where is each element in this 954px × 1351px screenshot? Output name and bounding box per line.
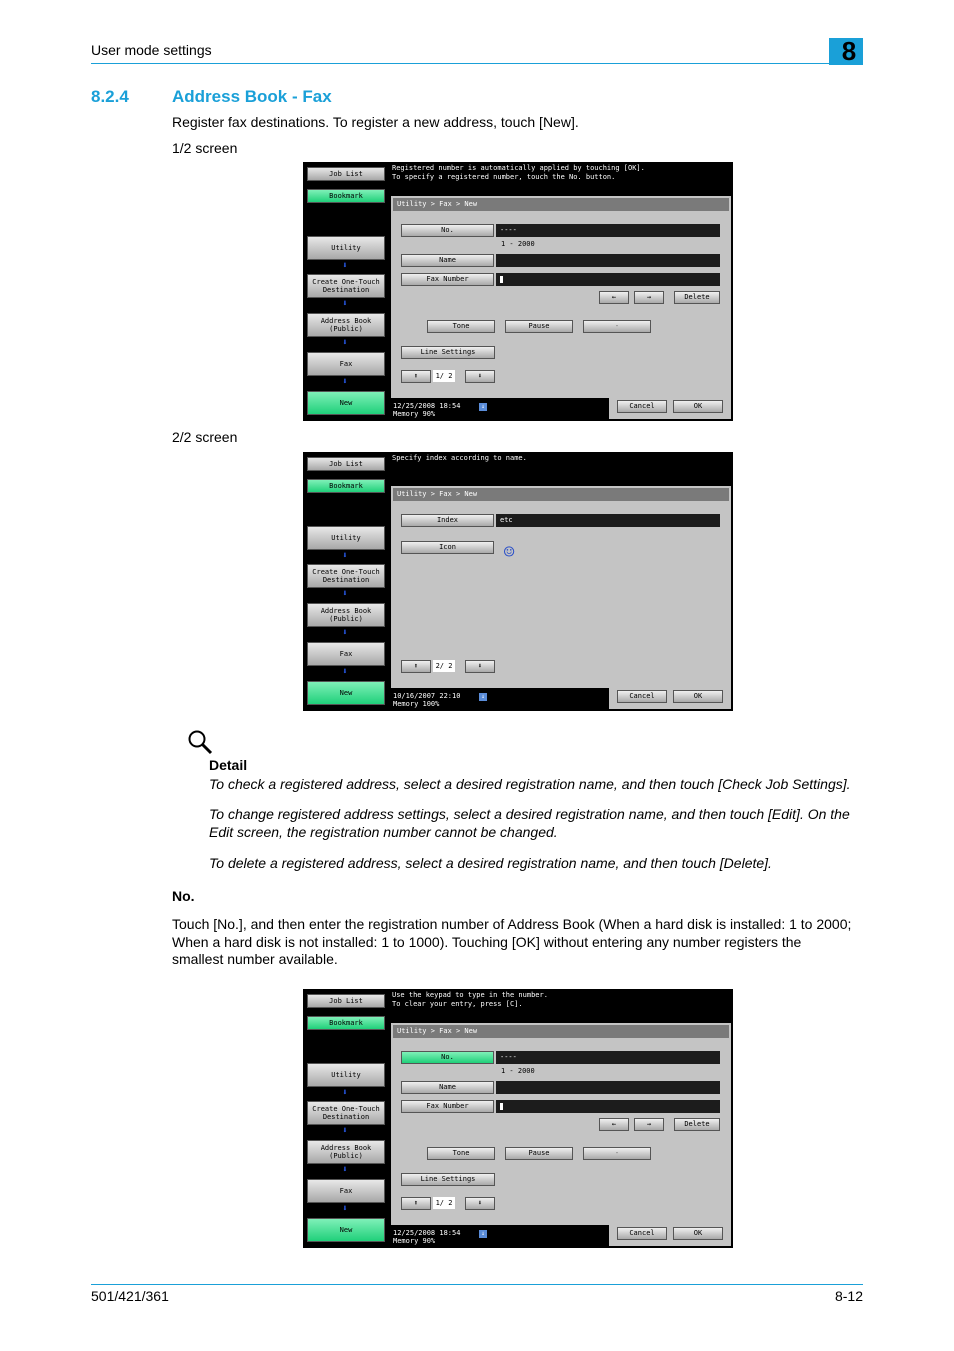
cancel-button[interactable]: Cancel xyxy=(617,400,667,413)
header-rule xyxy=(91,63,863,64)
panel-sidebar xyxy=(303,162,389,421)
icon-button[interactable]: Icon xyxy=(401,541,494,554)
utility-button[interactable]: Utility xyxy=(307,1063,385,1087)
fax-number-field[interactable] xyxy=(496,1100,720,1113)
fax-button[interactable]: Fax xyxy=(307,642,385,666)
create-one-touch-button[interactable]: Create One-Touch Destination xyxy=(307,1101,385,1125)
address-book-button[interactable]: Address Book (Public) xyxy=(307,313,385,337)
detail-paragraph: To check a registered address, select a desired registration name, and then touch [Check Job Settings]. xyxy=(209,776,851,792)
panel-main xyxy=(391,486,731,709)
detail-paragraph: Edit screen, the registration number cannot be changed. xyxy=(209,824,558,840)
running-header: User mode settings xyxy=(91,42,212,58)
left-arrow-button[interactable]: ← xyxy=(599,291,629,304)
subsection-title: No. xyxy=(172,888,195,904)
job-list-button[interactable]: Job List xyxy=(307,167,385,181)
down-arrow-icon: ⬇ xyxy=(342,299,348,309)
text-cursor xyxy=(500,276,503,283)
delete-button[interactable]: Delete xyxy=(674,291,720,304)
panel-main xyxy=(391,1023,731,1246)
tone-button[interactable]: Tone xyxy=(427,320,495,333)
dash-button[interactable]: - xyxy=(583,1147,651,1160)
down-arrow-icon: ⬇ xyxy=(342,261,348,271)
down-arrow-icon: ⬇ xyxy=(342,589,348,599)
page-down-button[interactable]: ⬇ xyxy=(465,1197,495,1210)
fax-button[interactable]: Fax xyxy=(307,352,385,376)
address-book-button[interactable]: Address Book (Public) xyxy=(307,1140,385,1164)
fax-button[interactable]: Fax xyxy=(307,1179,385,1203)
screen-2-panel xyxy=(303,452,733,711)
breadcrumb: Utility > Fax > New xyxy=(393,198,729,211)
no-button[interactable]: No. xyxy=(401,1051,494,1064)
no-field[interactable]: ---- xyxy=(496,1051,720,1064)
name-field[interactable] xyxy=(496,1081,720,1094)
intro-text: Register fax destinations. To register a new address, touch [New]. xyxy=(172,114,579,130)
tone-button[interactable]: Tone xyxy=(427,1147,495,1160)
name-button[interactable]: Name xyxy=(401,254,494,267)
fax-number-button[interactable]: Fax Number xyxy=(401,1100,494,1113)
index-button[interactable]: Index xyxy=(401,514,494,527)
status-bar: 12/25/2008 18:54 Memory 90% xyxy=(391,398,609,420)
page-down-button[interactable]: ⬇ xyxy=(465,370,495,383)
down-arrow-icon: ⬇ xyxy=(342,1088,348,1098)
page-down-button[interactable]: ⬇ xyxy=(465,660,495,673)
down-arrow-icon: ⬇ xyxy=(342,1126,348,1136)
panel-message: Registered number is automatically applied by touching [OK]. To specify a registered number, touch the No. button. xyxy=(392,164,645,181)
down-arrow-icon: ⬇ xyxy=(342,628,348,638)
job-list-button[interactable]: Job List xyxy=(307,994,385,1008)
down-arrow-icon: ⬇ xyxy=(342,1165,348,1175)
status-bar: 12/25/2008 18:54 Memory 90% xyxy=(391,1225,609,1247)
page-up-button[interactable]: ⬆ xyxy=(401,370,431,383)
ok-button[interactable]: OK xyxy=(673,690,723,703)
status-icon: ↓ xyxy=(479,1230,487,1238)
new-button[interactable]: New xyxy=(307,1218,385,1242)
create-one-touch-button[interactable]: Create One-Touch Destination xyxy=(307,564,385,588)
screen-1-panel xyxy=(303,162,733,421)
magnifier-icon xyxy=(187,729,213,755)
line-settings-button[interactable]: Line Settings xyxy=(401,1173,495,1186)
panel-sidebar xyxy=(303,989,389,1248)
no-button[interactable]: No. xyxy=(401,224,494,237)
status-icon: ↓ xyxy=(479,693,487,701)
right-arrow-button[interactable]: → xyxy=(634,1118,664,1131)
body-paragraph-line: When a hard disk is not installed: 1 to 1000). Touching [OK] without entering any number registers the xyxy=(172,934,802,950)
dash-button[interactable]: - xyxy=(583,320,651,333)
fax-number-button[interactable]: Fax Number xyxy=(401,273,494,286)
pause-button[interactable]: Pause xyxy=(505,1147,573,1160)
no-range-hint: 1 - 2000 xyxy=(501,1067,535,1075)
name-field[interactable] xyxy=(496,254,720,267)
bookmark-button[interactable]: Bookmark xyxy=(307,1016,385,1030)
screen-3-panel xyxy=(303,989,733,1248)
no-range-hint: 1 - 2000 xyxy=(501,240,535,248)
person-icon: ☺ xyxy=(503,542,515,563)
panel-message: Use the keypad to type in the number. To clear your entry, press [C]. xyxy=(392,991,548,1008)
chapter-number: 8 xyxy=(841,36,857,66)
line-settings-button[interactable]: Line Settings xyxy=(401,346,495,359)
screen1-caption: 1/2 screen xyxy=(172,140,238,156)
panel-sidebar xyxy=(303,452,389,711)
index-field[interactable]: etc xyxy=(496,514,720,527)
job-list-button[interactable]: Job List xyxy=(307,457,385,471)
page-indicator: 1/ 2 xyxy=(433,370,455,382)
panel-main xyxy=(391,196,731,419)
section-number: 8.2.4 xyxy=(91,87,129,106)
body-paragraph-line: smallest number available. xyxy=(172,951,338,967)
no-field[interactable]: ---- xyxy=(496,224,720,237)
bookmark-button[interactable]: Bookmark xyxy=(307,479,385,493)
detail-paragraph: To delete a registered address, select a desired registration name, and then touch [Delete]. xyxy=(209,855,772,871)
detail-paragraph: To change registered address settings, select a desired registration name, and then touch [Edit]. On the xyxy=(209,806,850,822)
pause-button[interactable]: Pause xyxy=(505,320,573,333)
status-bar: 10/16/2007 22:10 Memory 100% xyxy=(391,688,609,710)
delete-button[interactable]: Delete xyxy=(674,1118,720,1131)
fax-number-field[interactable] xyxy=(496,273,720,286)
cancel-button[interactable]: Cancel xyxy=(617,1227,667,1240)
down-arrow-icon: ⬇ xyxy=(342,1204,348,1214)
breadcrumb: Utility > Fax > New xyxy=(393,1025,729,1038)
section-title: Address Book - Fax xyxy=(172,87,332,106)
page-indicator: 1/ 2 xyxy=(433,1197,455,1209)
create-one-touch-button[interactable]: Create One-Touch Destination xyxy=(307,274,385,298)
footer-model: 501/421/361 xyxy=(91,1288,169,1304)
down-arrow-icon: ⬇ xyxy=(342,551,348,561)
ok-button[interactable]: OK xyxy=(673,400,723,413)
name-button[interactable]: Name xyxy=(401,1081,494,1094)
bookmark-button[interactable]: Bookmark xyxy=(307,189,385,203)
left-arrow-button[interactable]: ← xyxy=(599,1118,629,1131)
screen2-caption: 2/2 screen xyxy=(172,429,238,445)
utility-button[interactable]: Utility xyxy=(307,526,385,550)
detail-title: Detail xyxy=(209,757,248,773)
ok-button[interactable]: OK xyxy=(673,1227,723,1240)
breadcrumb: Utility > Fax > New xyxy=(393,488,729,501)
down-arrow-icon: ⬇ xyxy=(342,338,348,348)
footer-page-number: 8-12 xyxy=(834,1288,863,1304)
page-indicator: 2/ 2 xyxy=(433,660,455,672)
cancel-button[interactable]: Cancel xyxy=(617,690,667,703)
body-paragraph-line: Touch [No.], and then enter the registration number of Address Book (When a hard disk is installed: 1 to 2000; xyxy=(172,916,852,932)
down-arrow-icon: ⬇ xyxy=(342,667,348,677)
text-cursor xyxy=(500,1103,503,1110)
page-up-button[interactable]: ⬆ xyxy=(401,660,431,673)
new-button[interactable]: New xyxy=(307,681,385,705)
utility-button[interactable]: Utility xyxy=(307,236,385,260)
new-button[interactable]: New xyxy=(307,391,385,415)
right-arrow-button[interactable]: → xyxy=(634,291,664,304)
status-icon: ↓ xyxy=(479,403,487,411)
footer-rule xyxy=(91,1284,863,1285)
panel-message: Specify index according to name. xyxy=(392,454,527,462)
address-book-button[interactable]: Address Book (Public) xyxy=(307,603,385,627)
down-arrow-icon: ⬇ xyxy=(342,377,348,387)
page-up-button[interactable]: ⬆ xyxy=(401,1197,431,1210)
